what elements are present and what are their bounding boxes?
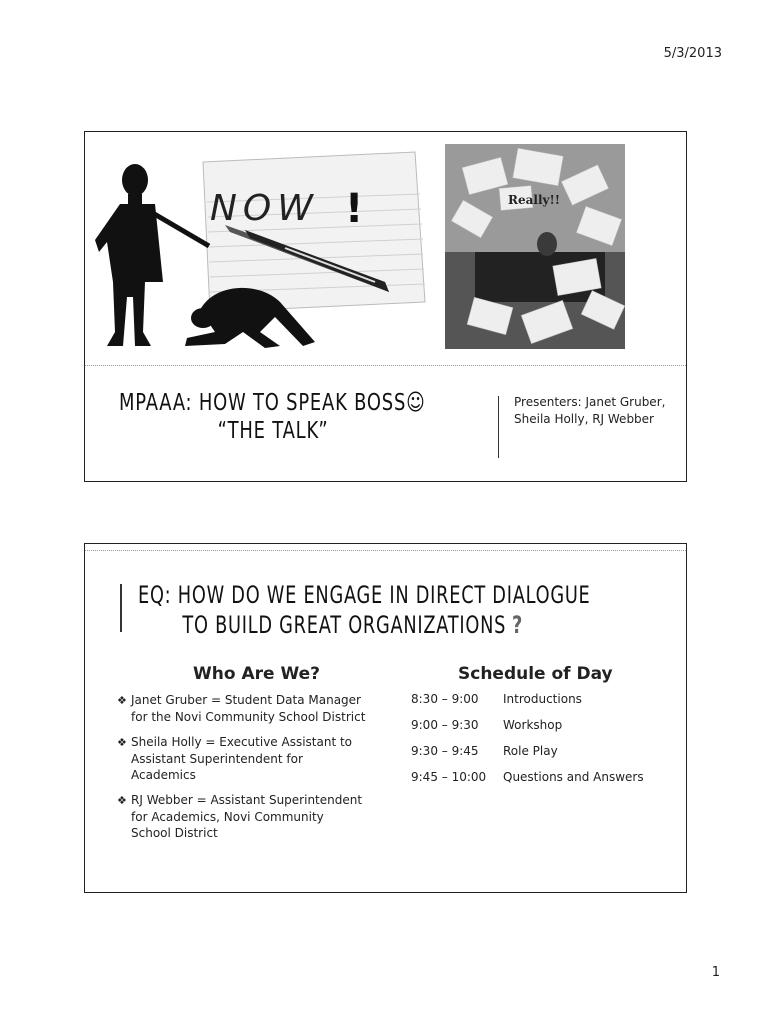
schedule-activity: Introductions (503, 692, 582, 706)
title-line-1: MPAAA: HOW TO SPEAK BOSS☺ (119, 390, 426, 416)
office-photo (445, 144, 625, 349)
list-item (117, 692, 367, 725)
schedule-time: 9:00 – 9:30 (411, 718, 479, 732)
schedule-time: 9:45 – 10:00 (411, 770, 487, 784)
slide-divider (85, 365, 686, 366)
schedule-activity: Workshop (503, 718, 563, 732)
list-item (117, 734, 367, 783)
list-item-text: Sheila Holly = Executive Assistant to Assistant Superintendent for Academics (131, 735, 353, 782)
now-text: NOW (210, 188, 319, 229)
title-line-2: TO BUILD GREAT ORGANIZATIONS (182, 611, 507, 639)
presenters-text: Presenters: Janet Gruber, Sheila Holly, RJ Webber (514, 395, 666, 426)
slide-artwork (85, 132, 686, 364)
title-separator (498, 396, 499, 458)
list-item-text: RJ Webber = Assistant Superintendent for Academics, Novi Community School District (131, 793, 363, 840)
schedule-heading: Schedule of Day (458, 664, 613, 684)
question-mark-icon: ? (512, 611, 524, 639)
schedule-activity: Questions and Answers (503, 770, 644, 784)
who-list (117, 692, 367, 850)
diamond-bullet-icon: ❖ (117, 736, 127, 749)
title-line-2: “THE TALK” (217, 418, 329, 444)
table-row (411, 718, 644, 744)
title-accent-bar (120, 584, 122, 632)
table-row (411, 692, 644, 718)
diamond-bullet-icon: ❖ (117, 794, 127, 807)
who-heading: Who Are We? (193, 664, 320, 684)
slide-title-text (138, 580, 591, 640)
table-row (411, 770, 644, 796)
schedule-activity: Role Play (503, 744, 558, 758)
schedule-time: 8:30 – 9:00 (411, 692, 479, 706)
schedule-time: 9:30 – 9:45 (411, 744, 479, 758)
slide-title (84, 131, 687, 482)
photo-caption: Really!! (508, 193, 561, 207)
page-date: 5/3/2013 (663, 46, 722, 61)
table-row (411, 744, 644, 770)
slide-title-text (119, 390, 426, 444)
schedule-table (411, 692, 644, 796)
list-item-text: Janet Gruber = Student Data Manager for the Novi Community School District (131, 693, 366, 724)
slide-agenda (84, 543, 687, 893)
exclamation-mark: ! (345, 186, 364, 232)
page-number: 1 (711, 965, 720, 980)
list-item (117, 792, 367, 841)
title-line-1: EQ: HOW DO WE ENGAGE IN DIRECT DIALOGUE (138, 581, 591, 609)
diamond-bullet-icon: ❖ (117, 694, 127, 707)
slide-top-rule (85, 550, 686, 551)
